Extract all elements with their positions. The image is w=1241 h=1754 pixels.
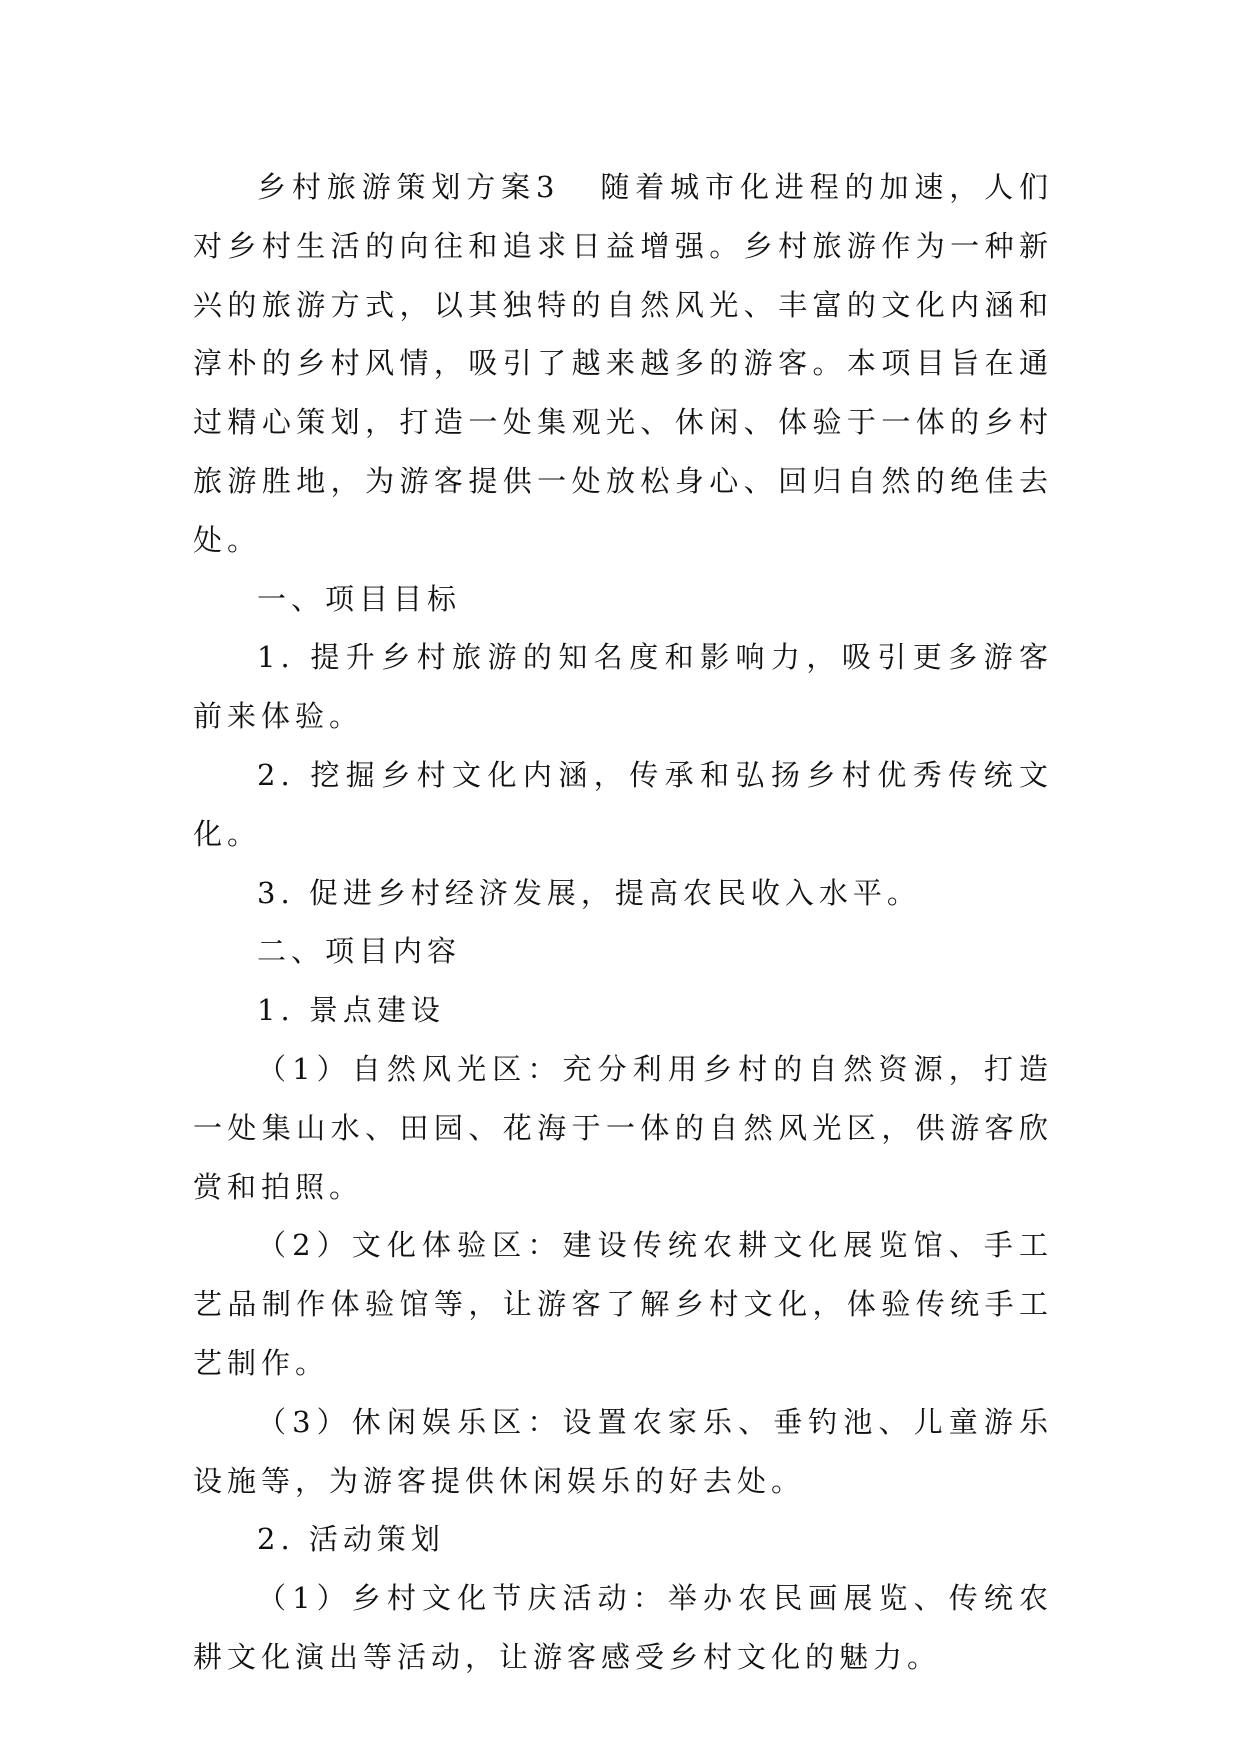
subsection-heading-scenic: 1. 景点建设 <box>257 993 445 1028</box>
section-heading-content: 二、项目内容 <box>257 934 462 969</box>
intro-text: 随着城市化进程的加速，人们对乡村生活的向往和追求日益增强。乡村旅游作为一种新兴的旅游方式，以其独特的自然风光、丰富的文化内涵和淳朴的乡村风情，吸引了越来越多的游客。本项目旨在通过精心策划，打造一处集观光、休闲、体验于一体的乡村旅游胜地，为游客提供一处放松身心、回归自然的绝佳去处。 <box>193 170 1053 557</box>
scenic-item-1: （1）自然风光区：充分利用乡村的自然资源，打造一处集山水、田园、花海于一体的自然风光区，供游客欣赏和拍照。 <box>193 1051 1053 1204</box>
scenic-item-3: （3）休闲娱乐区：设置农家乐、垂钓池、儿童游乐设施等，为游客提供休闲娱乐的好去处。 <box>193 1404 1053 1498</box>
intro-paragraph <box>193 158 1053 570</box>
goal-item-1: 1. 提升乡村旅游的知名度和影响力，吸引更多游客前来体验。 <box>193 640 1053 734</box>
section-heading-goals: 一、项目目标 <box>257 581 462 616</box>
goal-item-2: 2. 挖掘乡村文化内涵，传承和弘扬乡村优秀传统文化。 <box>193 757 1053 851</box>
subsection-heading-activities: 2. 活动策划 <box>257 1522 445 1557</box>
document-body <box>193 158 1053 1687</box>
goal-item-3: 3. 促进乡村经济发展，提高农民收入水平。 <box>257 875 921 910</box>
scenic-item-2: （2）文化体验区：建设传统农耕文化展览馆、手工艺品制作体验馆等，让游客了解乡村文化，体验传统手工艺制作。 <box>193 1228 1053 1380</box>
document-title: 乡村旅游策划方案3 <box>257 170 560 204</box>
activity-item-1: （1）乡村文化节庆活动：举办农民画展览、传统农耕文化演出等活动，让游客感受乡村文化的魅力。 <box>193 1581 1053 1674</box>
